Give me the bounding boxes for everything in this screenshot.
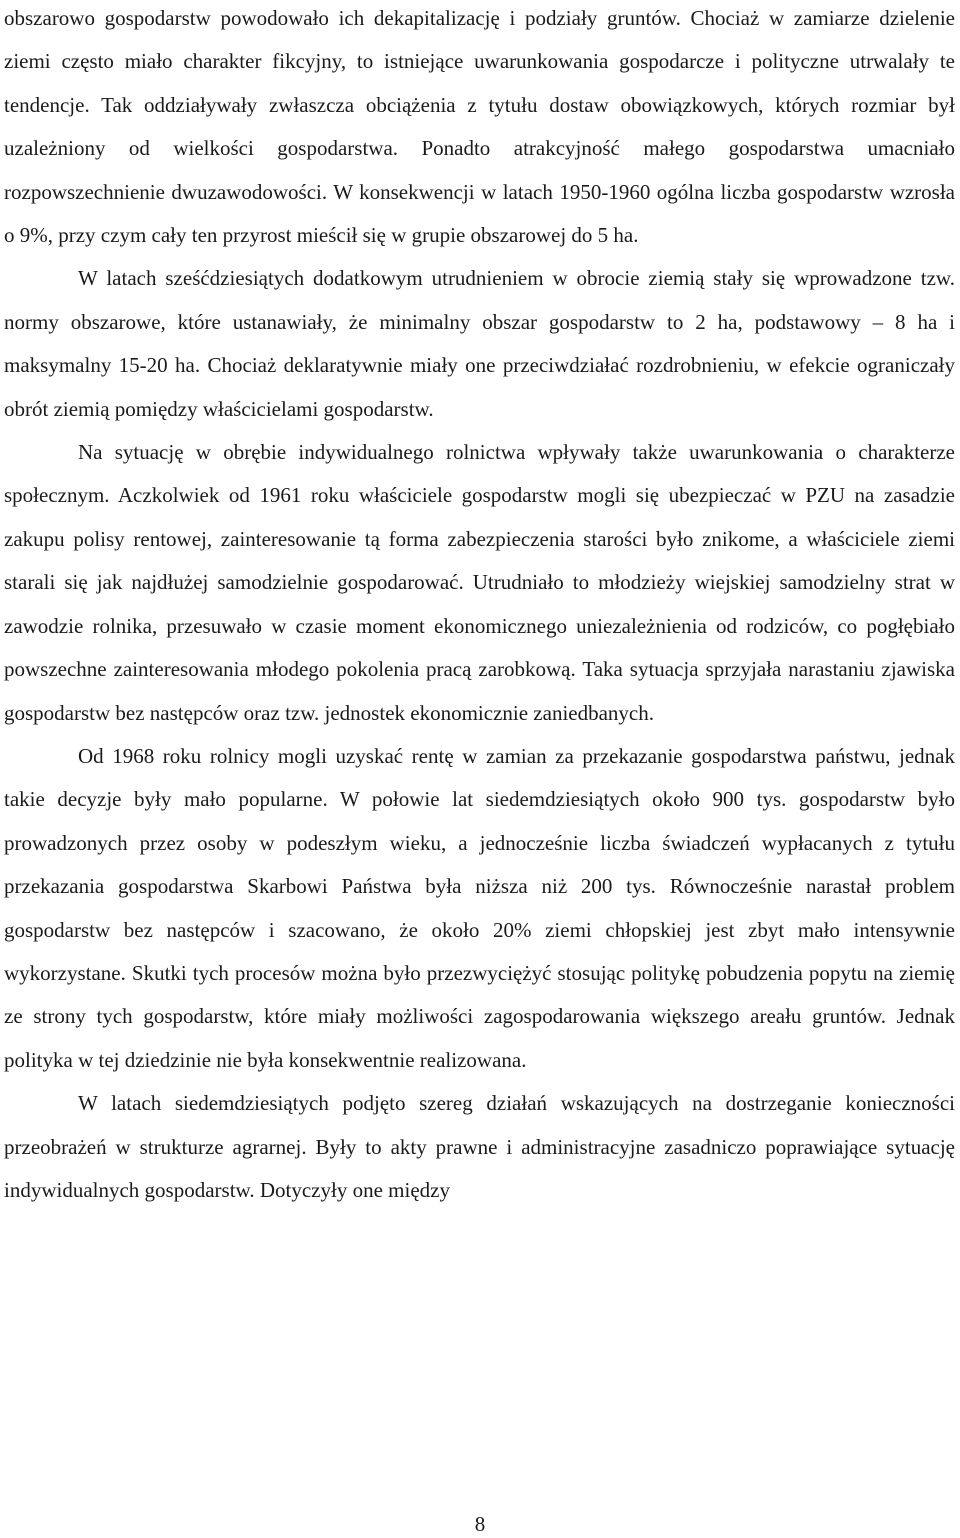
page-number: 8 — [474, 1512, 486, 1536]
paragraph-continuation: obszarowo gospodarstw powodowało ich dekapitalizację i podziały gruntów. Chociaż w zamiarze dzielenie ziemi często miało charakter fikcyjny, to istniejące uwarunkowania gospodarcze i polityczne utrwalały te tendencje. Tak oddziaływały zwłaszcza obciążenia z tytułu dostaw obowiązkowych, których rozmiar był uzależniony od wielkości gospodarstwa. Ponadto atrakcyjność małego gospodarstwa umacniało rozpowszechnienie dwuzawodowości. W konsekwencji w latach 1950-1960 ogólna liczba gospodarstw wzrosła o 9%, przy czym cały ten przyrost mieścił się w grupie obszarowej do 5 ha. — [4, 6, 955, 248]
document-page — [4, 0, 955, 1212]
paragraph-social-conditions: Na sytuację w obrębie indywidualnego rolnictwa wpływały także uwarunkowania o charakterze społecznym. Aczkolwiek od 1961 roku właściciele gospodarstw mogli się ubezpieczać w PZU na zasadzie zakupu polisy rentowej, zainteresowanie tą forma zabezpieczenia starości było znikome, a właściciele ziemi starali się jak najdłużej samodzielnie gospodarować. Utrudniało to młodzieży wiejskiej samodzielny strat w zawodzie rolnika, przesuwało w czasie moment ekonomicznego uniezależnienia od rodziców, co pogłębiało powszechne zainteresowania młodego pokolenia pracą zarobkową. Taka sytuacja sprzyjała narastaniu zjawiska gospodarstw bez następców oraz tzw. jednostek ekonomicznie zaniedbanych. — [4, 440, 955, 725]
paragraph-area-norms: W latach sześćdziesiątych dodatkowym utrudnieniem w obrocie ziemią stały się wprowadzone tzw. normy obszarowe, które ustanawiały, że minimalny obszar gospodarstw to 2 ha, podstawowy – 8 ha i maksymalny 15-20 ha. Chociaż deklaratywnie miały one przeciwdziałać rozdrobnieniu, w efekcie ograniczały obrót ziemią pomiędzy właścicielami gospodarstw. — [4, 266, 955, 421]
paragraph-pensions: Od 1968 roku rolnicy mogli uzyskać rentę w zamian za przekazanie gospodarstwa państwu, jednak takie decyzje były mało popularne. W połowie lat siedemdziesiątych około 900 tys. gospodarstw było prowadzonych przez osoby w podeszłym wieku, a jednocześnie liczba świadczeń wypłacanych z tytułu przekazania gospodarstwa Skarbowi Państwa była niższa niż 200 tys. Równocześnie narastał problem gospodarstw bez następców i szacowano, że około 20% ziemi chłopskiej jest zbyt mało intensywnie wykorzystane. Skutki tych procesów można było przezwyciężyć stosując politykę pobudzenia popytu na ziemię ze strony tych gospodarstw, które miały możliwości zagospodarowania większego areału gruntów. Jednak polityka w tej dziedzinie nie była konsekwentnie realizowana. — [4, 743, 955, 1072]
body-text — [4, 0, 955, 1212]
paragraph-seventies: W latach siedemdziesiątych podjęto szereg działań wskazujących na dostrzeganie konieczności przeobrażeń w strukturze agrarnej. Były to akty prawne i administracyjne zasadniczo poprawiające sytuację indywidualnych gospodarstw. Dotyczyły one między — [4, 1091, 955, 1202]
